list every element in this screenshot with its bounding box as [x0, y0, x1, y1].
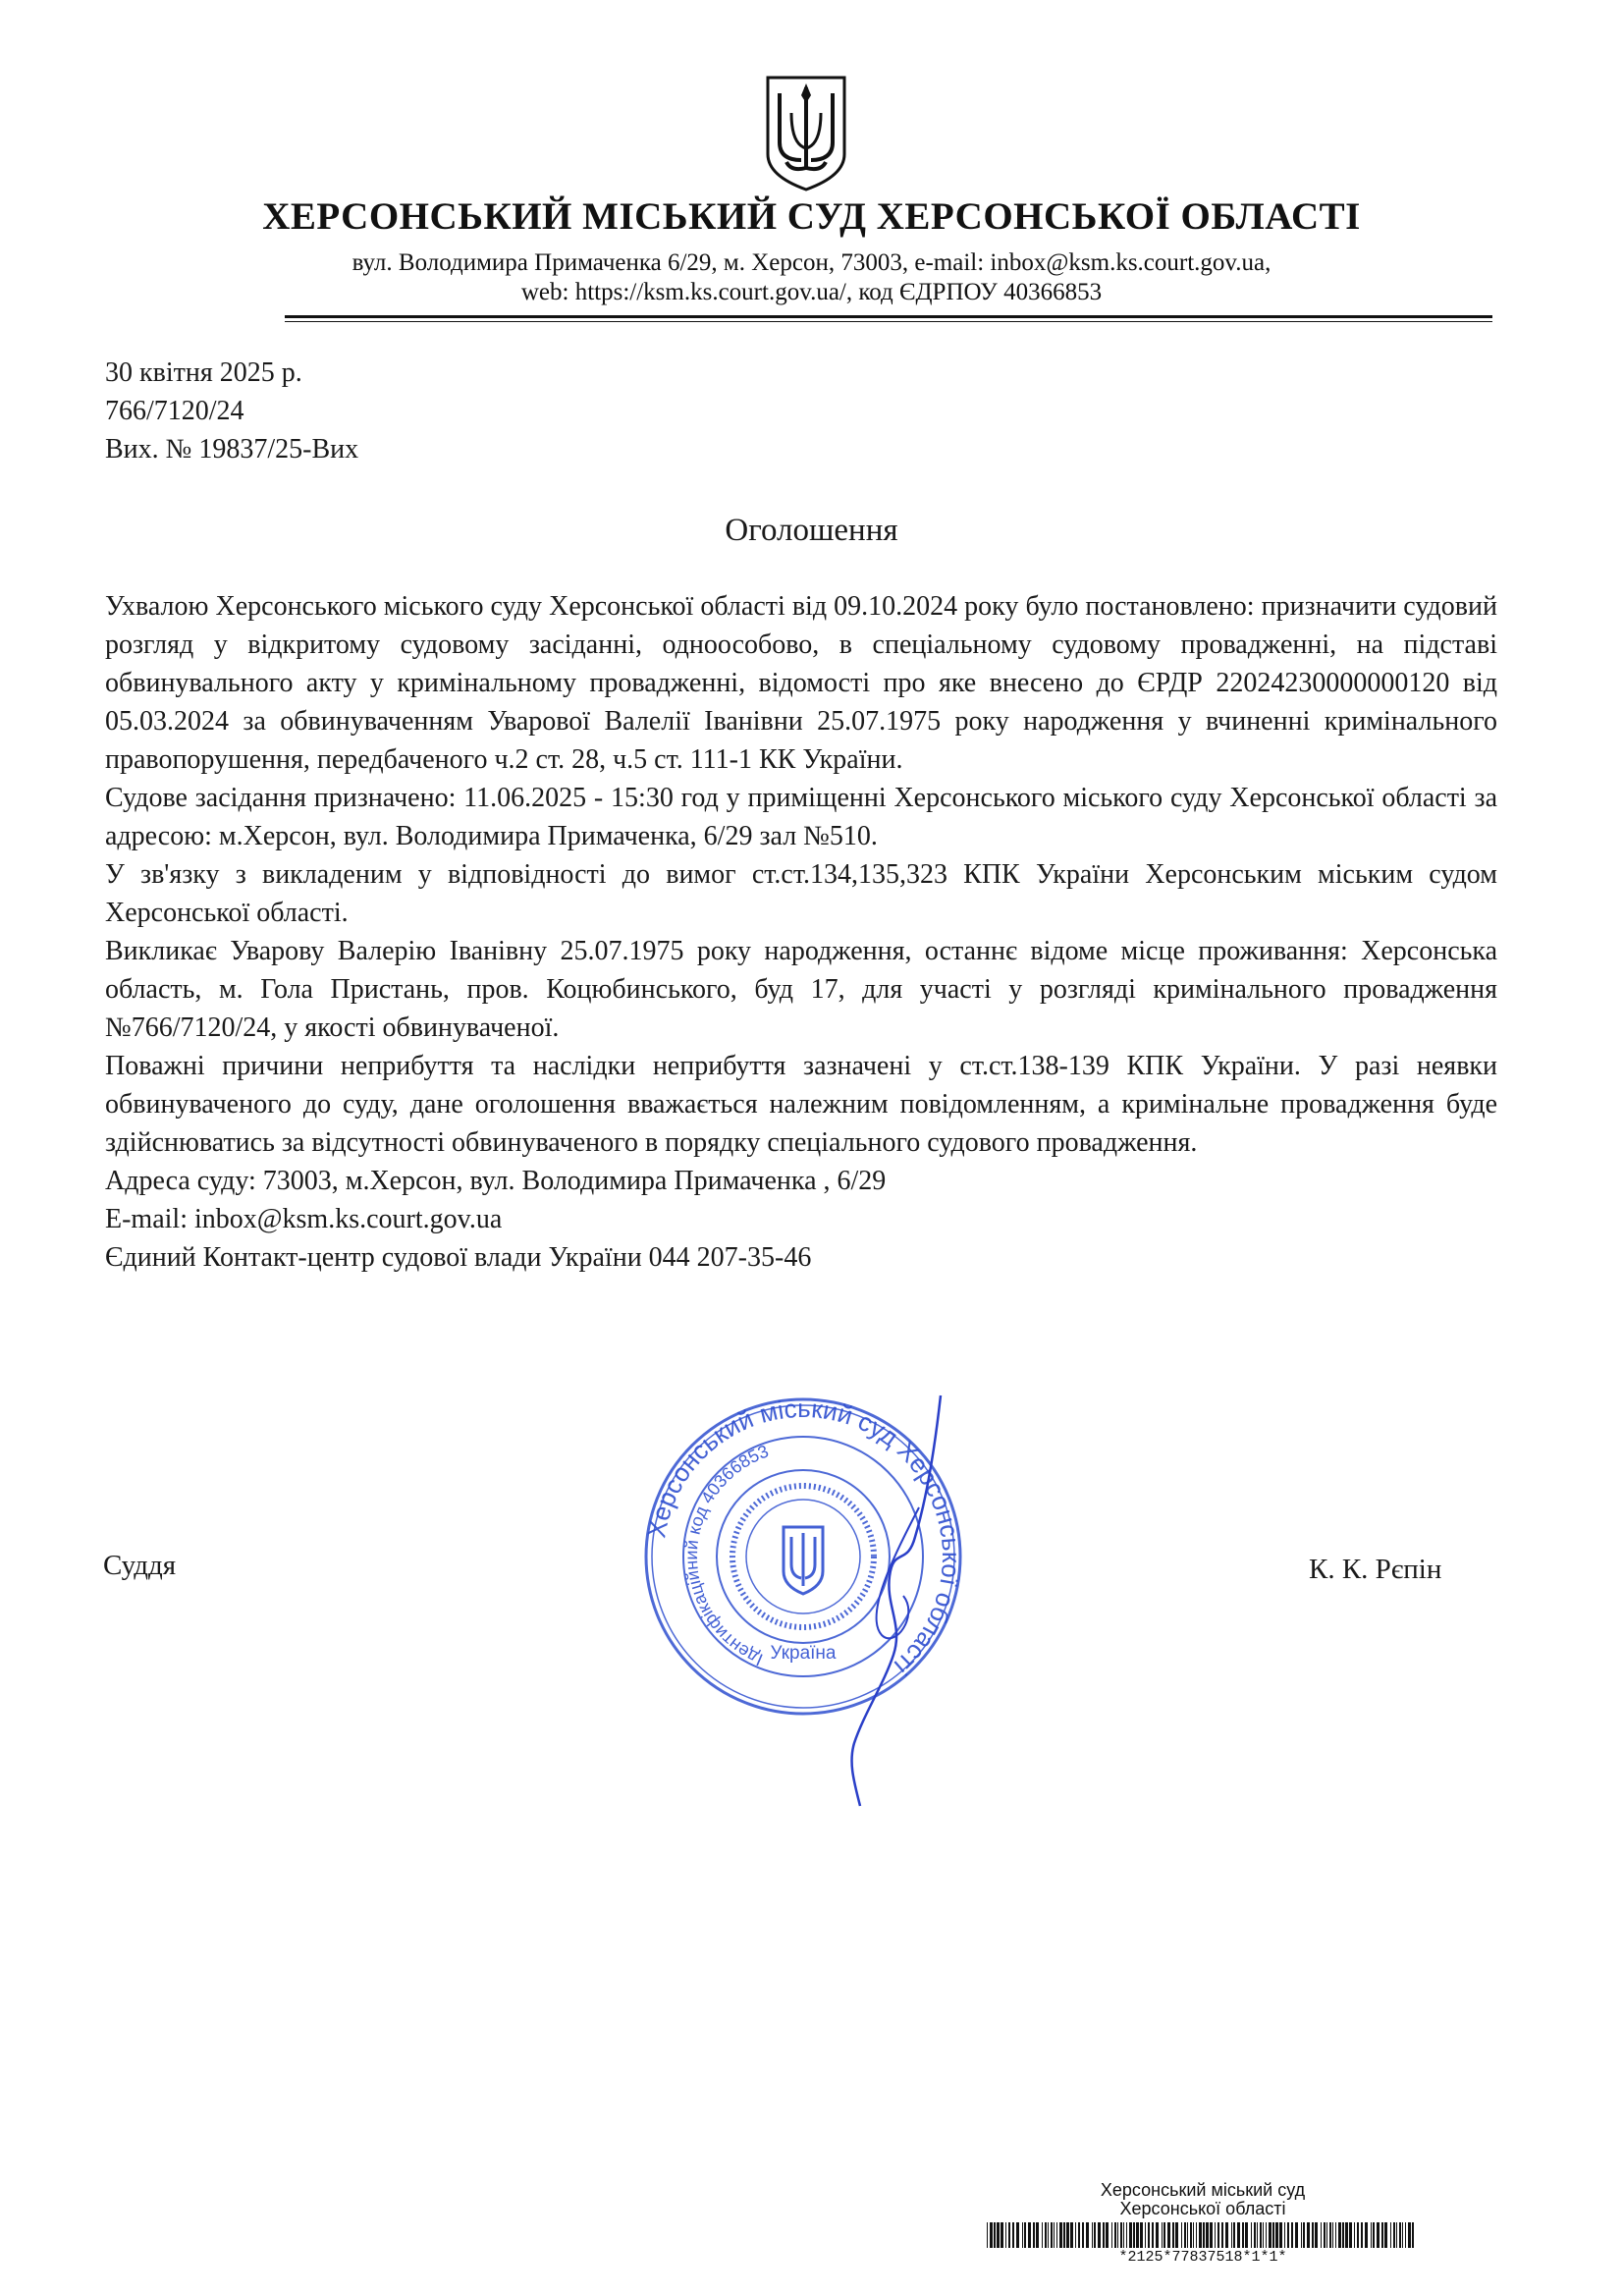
paragraph-summons: Викликає Уварову Валерію Іванівну 25.07.1975 року народження, останнє відоме місце проживання: Херсонська область, м. Гола Пристань, пров. Коцюбинського, буд 17, для участі у розгляді кримінального провадження №766/7120/24, у якості обвинуваченої. — [105, 936, 1497, 1043]
court-web-line: web: https://ksm.ks.court.gov.ua/, код ЄДРПОУ 40366853 — [520, 279, 1103, 305]
paragraph-consequences: Поважні причини неприбуття та наслідки неприбуття зазначені у ст.ст.138-139 КПК України. У разі неявки обвинуваченого до суду, дане оголошення вважається належним повідомленням, а кримінальне провадження буде здійснюватись за відсутності обвинуваченого в порядку спеціального судового провадження. — [105, 1051, 1497, 1158]
judge-signature — [825, 1390, 952, 1812]
contact-center: Єдиний Контакт-центр судової влади України 044 207-35-46 — [105, 1242, 812, 1273]
court-contact-line: вул. Володимира Примаченка 6/29, м. Херсон, 73003, e-mail: inbox@ksm.ks.court.gov.ua, — [352, 249, 1271, 276]
document-date: 30 квітня 2025 р. — [105, 357, 302, 388]
trident-coat-of-arms-icon — [762, 74, 850, 193]
outgoing-number: Вих. № 19837/25-Вих — [105, 434, 359, 465]
footer-court-region: Херсонської області — [1119, 2199, 1286, 2218]
footer-court-name: Херсонський міський суд — [1100, 2180, 1306, 2200]
document-barcode — [987, 2222, 1419, 2248]
paragraph-hearing: Судове засідання призначено: 11.06.2025 - 15:30 год у приміщенні Херсонського міського суду Херсонської області за адресою: м.Херсон, вул. Володимира Примаченка, 6/29 зал №510. — [105, 783, 1497, 851]
paragraph-legal-basis: У зв'язку з викладеним у відповідності до вимог ст.ст.134,135,323 КПК України Херсонським міським судом Херсонської області. — [105, 859, 1497, 928]
barcode-text: *2125*77837518*1*1* — [1118, 2249, 1287, 2266]
seal-trident-icon — [784, 1527, 823, 1594]
case-number: 766/7120/24 — [105, 396, 244, 426]
court-email: E-mail: inbox@ksm.ks.court.gov.ua — [105, 1204, 503, 1234]
svg-text:Херсонський міський суд Херсон: Херсонський міський суд Херсонської області — [641, 1393, 967, 1682]
svg-text:Україна: Україна — [770, 1643, 837, 1664]
header-divider — [285, 315, 1492, 318]
signer-name: К. К. Рєпін — [1309, 1554, 1442, 1585]
paragraph-ruling: Ухвалою Херсонського міського суду Херсонської області від 09.10.2024 року було постановлено: призначити судовий розгляд у відкритому судовому засіданні, одноособово, в спеціальному судовому провадженні, на підставі обвинувального акту у кримінальному провадженні, відомості про яке внесено до ЄРДР 22024230000000120 від 05.03.2024 за обвинуваченням Уварової Валелії Іванівни 25.07.1975 року народження у вчиненні кримінального правопорушення, передбаченого ч.2 ст. 28, ч.5 ст. 111-1 КК України. — [105, 591, 1497, 775]
court-name: ХЕРСОНСЬКИЙ МІСЬКИЙ СУД ХЕРСОНСЬКОЇ ОБЛАСТІ — [262, 195, 1361, 238]
signer-role: Суддя — [103, 1550, 177, 1581]
header-divider-thin — [285, 321, 1492, 322]
announcement-body — [105, 587, 1497, 1277]
document-heading: Оголошення — [725, 513, 898, 548]
svg-text:Ідентифікаційний код 40366853: Ідентифікаційний код 40366853 — [680, 1441, 772, 1670]
court-address: Адреса суду: 73003, м.Херсон, вул. Володимира Примаченка , 6/29 — [105, 1166, 887, 1196]
